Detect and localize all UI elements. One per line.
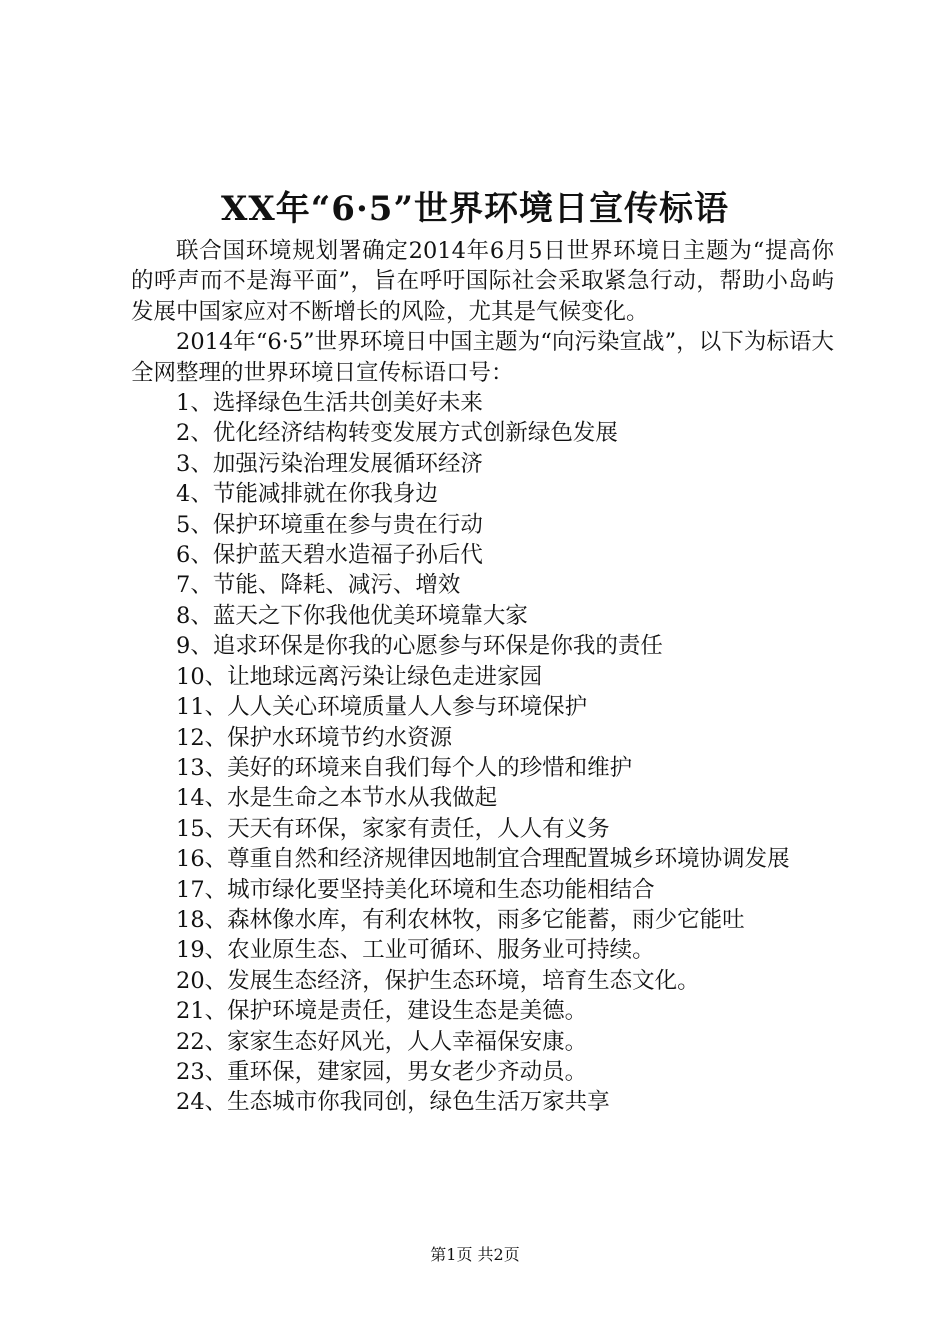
slogan-item: 20、发展生态经济，保护生态环境，培育生态文化。 xyxy=(176,967,700,994)
slogan-item: 13、美好的环境来自我们每个人的珍惜和维护 xyxy=(176,754,633,781)
slogan-item: 22、家家生态好风光，人人幸福保安康。 xyxy=(176,1028,588,1055)
slogan-item: 11、人人关心环境质量人人参与环境保护 xyxy=(176,694,588,721)
slogan-item: 3、加强污染治理发展循环经济 xyxy=(176,450,483,477)
slogan-item: 12、保护水环境节约水资源 xyxy=(176,724,453,751)
intro-paragraph: 联合国环境规划署确定2014年6月5日世界环境日主题为“提高你的呼声而不是海平面”，旨在呼吁国际社会采取紧急行动，帮助小岛屿发展中国家应对不断增长的风险，尤其是气候变化。 xyxy=(131,238,834,325)
slogan-item: 10、让地球远离污染让绿色走进家园 xyxy=(176,663,543,690)
slogan-item: 19、农业原生态、工业可循环、服务业可持续。 xyxy=(176,937,655,964)
slogan-item: 24、生态城市你我同创，绿色生活万家共享 xyxy=(176,1089,610,1116)
slogan-item: 15、天天有环保，家家有责任，人人有义务 xyxy=(176,815,610,842)
slogan-item: 1、选择绿色生活共创美好未来 xyxy=(176,390,483,417)
slogan-item: 6、保护蓝天碧水造福子孙后代 xyxy=(176,542,483,569)
slogan-item: 8、蓝天之下你我他优美环境靠大家 xyxy=(176,602,528,629)
slogan-item: 18、森林像水库，有利农林牧，雨多它能蓄，雨少它能吐 xyxy=(176,906,745,933)
slogan-item: 17、城市绿化要坚持美化环境和生态功能相结合 xyxy=(176,876,655,903)
slogan-item: 5、保护环境重在参与贵在行动 xyxy=(176,511,483,538)
slogan-item: 7、节能、降耗、减污、增效 xyxy=(176,572,461,599)
slogan-item: 21、保护环境是责任，建设生态是美德。 xyxy=(176,998,588,1025)
document-title: XX年“6·5”世界环境日宣传标语 xyxy=(220,189,730,229)
page-number-footer: 第1页 共2页 xyxy=(430,1245,520,1264)
document-body xyxy=(131,236,834,1118)
slogan-list xyxy=(131,388,834,1118)
slogan-item: 2、优化经济结构转变发展方式创新绿色发展 xyxy=(176,420,618,447)
slogan-item: 23、重环保，建家园，男女老少齐动员。 xyxy=(176,1058,588,1085)
slogan-item: 14、水是生命之本节水从我做起 xyxy=(176,785,498,812)
slogan-item: 9、追求环保是你我的心愿参与环保是你我的责任 xyxy=(176,633,663,660)
slogan-item: 16、尊重自然和经济规律因地制宜合理配置城乡环境协调发展 xyxy=(176,846,790,873)
slogan-item: 4、节能减排就在你我身边 xyxy=(176,481,438,508)
theme-paragraph: 2014年“6·5”世界环境日中国主题为“向污染宣战”，以下为标语大全网整理的世界环境日宣传标语口号： xyxy=(131,329,834,386)
